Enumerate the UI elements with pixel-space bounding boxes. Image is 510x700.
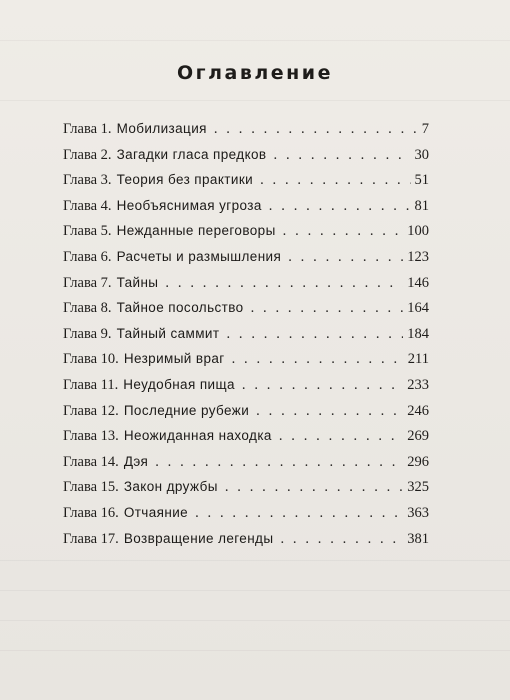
bleed-through-line	[0, 40, 510, 41]
page-number: 81	[414, 197, 429, 214]
page-number: 211	[407, 351, 429, 368]
chapter-label: Глава 7.	[63, 274, 112, 291]
dot-leader	[283, 219, 404, 245]
chapter-title: Необъяснимая угроза	[116, 197, 262, 213]
toc-entry[interactable]	[63, 167, 429, 193]
bleed-through-line	[0, 650, 510, 651]
table-of-contents	[63, 116, 429, 551]
page-number: 233	[407, 376, 429, 393]
dot-leader	[195, 501, 403, 527]
bleed-through-line	[0, 560, 510, 561]
chapter-label: Глава 1.	[63, 121, 112, 137]
chapter-title: Неудобная пища	[123, 376, 235, 392]
chapter-label: Глава 8.	[63, 300, 112, 317]
chapter-title: Неожиданная находка	[123, 428, 272, 444]
chapter-title: Последние рубежи	[123, 402, 250, 418]
toc-entry[interactable]	[63, 295, 429, 321]
page-number: 246	[407, 402, 429, 419]
chapter-label: Глава 14.	[63, 453, 119, 470]
toc-entry[interactable]	[63, 372, 429, 398]
page-number: 296	[407, 453, 429, 470]
page-number: 7	[421, 121, 429, 137]
dot-leader	[165, 271, 403, 297]
toc-entry[interactable]	[63, 142, 429, 168]
toc-entry[interactable]	[63, 449, 429, 475]
dot-leader	[225, 475, 403, 501]
chapter-label: Глава 12.	[63, 402, 119, 419]
dot-leader	[288, 245, 403, 271]
chapter-label: Глава 13.	[63, 428, 119, 445]
chapter-title: Незримый враг	[123, 351, 225, 367]
page-number: 325	[407, 479, 429, 496]
page-number: 100	[407, 223, 429, 240]
chapter-title: Закон дружбы	[123, 479, 218, 495]
toc-entry[interactable]	[63, 398, 429, 424]
toc-entry[interactable]	[63, 116, 429, 142]
dot-leader	[280, 527, 403, 553]
toc-entry[interactable]	[63, 244, 429, 270]
chapter-label: Глава 4.	[63, 197, 112, 214]
chapter-title: Загадки гласа предков	[116, 146, 267, 162]
chapter-title: Тайный саммит	[116, 325, 220, 341]
toc-entry[interactable]	[63, 321, 429, 347]
chapter-title: Отчаяние	[123, 504, 189, 520]
chapter-title: Теория без практики	[116, 172, 254, 188]
page-number: 381	[407, 530, 429, 547]
chapter-label: Глава 11.	[63, 376, 119, 393]
toc-entry[interactable]	[63, 474, 429, 500]
bleed-through-line	[0, 590, 510, 591]
chapter-label: Глава 15.	[63, 479, 119, 496]
dot-leader	[279, 424, 403, 450]
page-number: 146	[407, 274, 429, 291]
chapter-title: Возвращение легенды	[123, 530, 274, 546]
dot-leader	[251, 296, 404, 322]
toc-entry[interactable]	[63, 423, 429, 449]
dot-leader	[232, 347, 404, 373]
chapter-title: Тайное посольство	[116, 300, 244, 316]
chapter-label: Глава 5.	[63, 223, 112, 240]
bleed-through-line	[0, 100, 510, 101]
page-number: 30	[414, 146, 429, 163]
chapter-label: Глава 16.	[63, 504, 119, 521]
page-number: 269	[407, 428, 429, 445]
page-number: 164	[407, 300, 429, 317]
dot-leader	[242, 373, 403, 399]
chapter-label: Глава 3.	[63, 172, 112, 189]
bleed-through-line	[0, 620, 510, 621]
dot-leader	[260, 168, 410, 194]
dot-leader	[226, 322, 403, 348]
chapter-title: Мобилизация	[116, 121, 207, 136]
dot-leader	[214, 117, 418, 143]
toc-entry[interactable]	[63, 193, 429, 219]
page-number: 51	[414, 172, 429, 189]
chapter-label: Глава 9.	[63, 325, 112, 342]
toc-entry[interactable]	[63, 346, 429, 372]
page-number: 363	[407, 504, 429, 521]
chapter-label: Глава 2.	[63, 146, 112, 163]
page-number: 184	[407, 325, 429, 342]
dot-leader	[155, 450, 403, 476]
dot-leader	[256, 399, 403, 425]
chapter-label: Глава 17.	[63, 530, 119, 547]
page-number: 123	[407, 248, 429, 265]
chapter-title: Дэя	[123, 453, 149, 469]
toc-entry[interactable]	[63, 526, 429, 552]
toc-entry[interactable]	[63, 270, 429, 296]
chapter-title: Расчеты и размышления	[116, 248, 282, 264]
dot-leader	[269, 194, 411, 220]
toc-entry[interactable]	[63, 218, 429, 244]
chapter-title: Тайны	[116, 274, 159, 290]
chapter-label: Глава 10.	[63, 351, 119, 368]
chapter-label: Глава 6.	[63, 248, 112, 265]
toc-entry[interactable]	[63, 500, 429, 526]
chapter-title: Нежданные переговоры	[116, 223, 276, 239]
page-title: Оглавление	[177, 62, 333, 84]
dot-leader	[274, 143, 411, 169]
